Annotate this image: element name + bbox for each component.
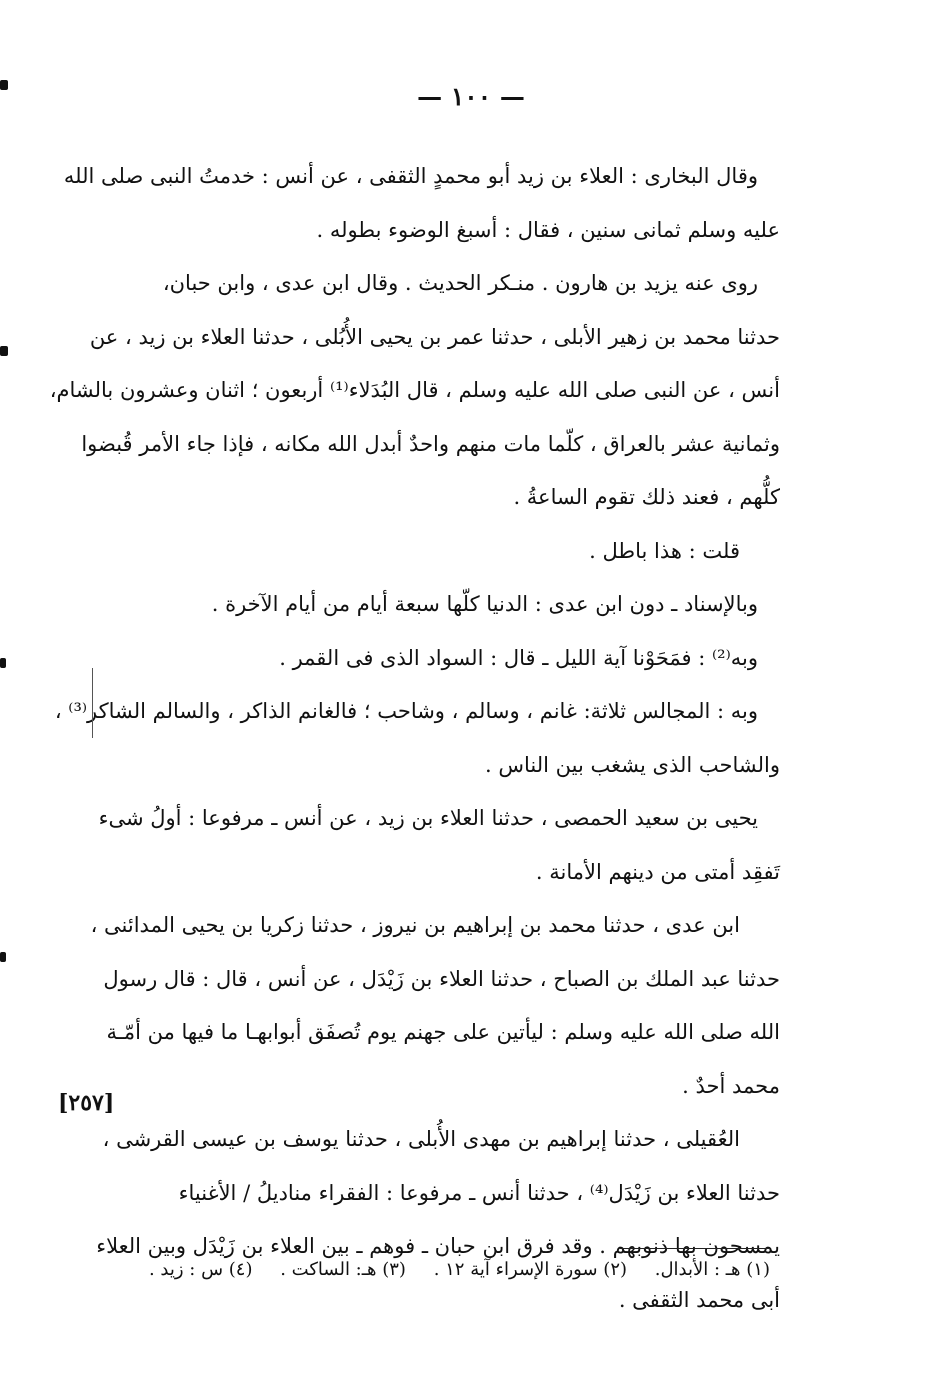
scan-edge-mark	[0, 346, 8, 356]
footnote-2: (٢) سورة الإسراء آية ١٢ .	[433, 1259, 628, 1280]
text-line: كلُّهم ، فعند ذلك تقوم الساعةُ .	[513, 485, 780, 509]
text-line: وقال البخارى : العلاء بن زيد أبو محمدٍ الثقفى ، عن أنس : خدمتُ النبى صلى الله	[63, 164, 758, 188]
text-line: محمد أحدٌ .	[682, 1073, 780, 1098]
text-line: أنس ، عن النبى صلى الله عليه وسلم ، قال البُدَلاء⁽¹⁾ أربعون ؛ اثنان وعشرون بالشام،	[49, 378, 780, 402]
scan-edge-mark	[0, 658, 6, 668]
text-line: ابن عدى ، حدثنا محمد بن إبراهيم بن نيروز ، حدثنا زكريا بن يحيى المدائنى ،	[90, 913, 740, 937]
text-line: روى عنه يزيد بن هارون . منـكر الحديث . وقال ابن عدى ، وابن حبان،	[162, 271, 758, 295]
text-line: عليه وسلم ثمانى سنين ، فقال : أسبغ الوضوء بطوله .	[316, 217, 780, 242]
text-line: وثمانية عشر بالعراق ، كلّما مات منهم واحدٌ أبدل الله مكانه ، فإذا جاء الأمر قُبضوا	[81, 431, 780, 456]
text-line: يمسحون بها ذنوبهم . وقد فرق ابن حبان ـ فوهم ـ بين العلاء بن زَيْدَل وبين العلاء	[96, 1234, 780, 1258]
footnote-divider	[620, 1248, 770, 1249]
footnote-1: (١) هـ : الأبدال.	[654, 1259, 770, 1280]
text-line: أبى محمد الثقفى .	[618, 1287, 780, 1312]
text-line: وبه⁽²⁾ : فمَحَوْنا آية الليل ـ قال : السواد الذى فى القمر .	[279, 645, 758, 670]
scan-edge-mark	[0, 80, 8, 90]
text-line: حدثنا عبد الملك بن الصباح ، حدثنا العلاء بن زَيْدَل ، عن أنس ، قال : قال رسول	[103, 966, 780, 991]
text-line: حدثنا العلاء بن زَيْدَل⁽⁴⁾ ، حدثنا أنس ـ مرفوعا : الفقراء مناديلُ / الأغنياء	[178, 1180, 780, 1205]
text-line: وبالإسناد ـ دون ابن عدى : الدنيا كلّها سبعة أيام من أيام الآخرة .	[211, 592, 758, 616]
text-line: وبه : المجالس ثلاثة: غانم ، وسالم ، وشاحب ؛ فالغانم الذاكر ، والسالم الشاكر⁽³⁾ ،	[54, 699, 758, 723]
footnote-3: (٣) هـ: الساكت .	[280, 1259, 406, 1280]
text-line: قلت : هذا باطل .	[589, 538, 740, 563]
footnotes	[90, 1255, 770, 1285]
scan-edge-mark	[0, 952, 6, 962]
text-line: يحيى بن سعيد الحمصى ، حدثنا العلاء بن زيد ، عن أنس ـ مرفوعا : أولُ شىء	[98, 806, 758, 830]
text-line: الله صلى الله عليه وسلم : ليأتين على جهنم يوم تُصفَق أبوابهـا ما فيها من أمّـة	[106, 1020, 780, 1044]
margin-page-reference: [٢٥٧]	[58, 1090, 115, 1116]
scan-margin-line	[92, 668, 93, 738]
text-line: حدثنا محمد بن زهير الأبلى ، حدثنا عمر بن يحيى الأُبُلى ، حدثنا العلاء بن زيد ، عن	[89, 324, 780, 349]
page-number: — ١٠٠ —	[417, 82, 525, 111]
text-line: تَفقِد أمتى من دينهم الأمانة .	[535, 859, 780, 884]
text-line: والشاحب الذى يشغب بين الناس .	[485, 752, 780, 777]
text-line: العُقيلى ، حدثنا إبراهيم بن مهدى الأُبلى ، حدثنا يوسف بن عيسى القرشى ،	[102, 1127, 740, 1151]
footnote-4: (٤) س : زيد .	[148, 1259, 253, 1280]
